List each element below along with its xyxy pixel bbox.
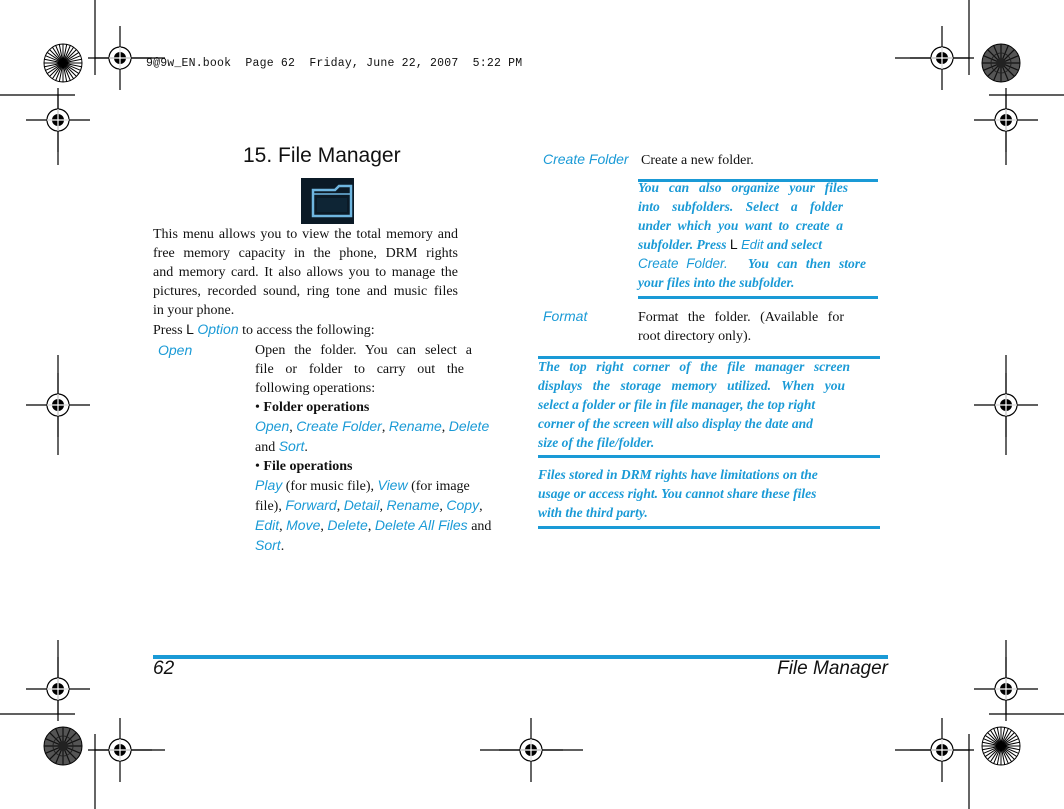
- note-line: usage or access right. You cannot share these files: [538, 486, 817, 501]
- format-desc-line: root directory only).: [638, 329, 752, 344]
- bullet-icon: •: [255, 400, 260, 415]
- op-edit: Edit: [255, 517, 280, 533]
- open-term: Open: [158, 342, 193, 358]
- format-desc-line: Format the folder. (Available for: [638, 310, 844, 325]
- op-sort: Sort: [255, 537, 281, 553]
- op-detail: Detail: [343, 497, 380, 513]
- file-ops-line-4: [255, 536, 503, 556]
- open-desc-line: file or folder to carry out the: [255, 362, 464, 377]
- note-rule: [538, 526, 880, 529]
- op-rename: Rename: [386, 497, 440, 513]
- note-line: Files stored in DRM rights have limitations on the: [538, 467, 818, 482]
- note-rule: [538, 455, 880, 458]
- note-line: size of the file/folder.: [538, 435, 655, 450]
- press-text: Press: [153, 323, 183, 338]
- op-view: View: [377, 477, 408, 493]
- folder-ops-list: [255, 417, 503, 437]
- op-and: and: [255, 440, 276, 455]
- op-sep: ,: [379, 499, 387, 514]
- note-text: You can then store: [747, 256, 866, 271]
- op-sep: ,: [320, 519, 328, 534]
- op-end: .: [280, 539, 285, 554]
- intro-press-line: [153, 320, 458, 340]
- op-sep: ,: [479, 499, 483, 514]
- op-delete: Delete: [327, 517, 368, 533]
- note-line-press: [638, 235, 848, 254]
- folder-ops-title: Folder operations: [263, 400, 370, 415]
- intro-line: and memory card. It also allows you to manage the: [153, 265, 458, 280]
- left-softkey-icon: L: [186, 321, 194, 337]
- op-sep: ,: [289, 420, 297, 435]
- file-ops-line-3: [255, 516, 503, 536]
- op-open: Open: [255, 418, 290, 434]
- press-suffix: to access the following:: [242, 323, 375, 338]
- note-rule-bottom: [638, 296, 878, 299]
- edit-term: Edit: [741, 237, 764, 252]
- op-create-folder: Create Folder: [296, 418, 382, 434]
- create-folder-term: Create Folder: [543, 151, 629, 167]
- op-delete-all-files: Delete All Files: [374, 517, 468, 533]
- create-folder-description: Create a new folder.: [641, 153, 754, 168]
- op-rename: Rename: [388, 418, 442, 434]
- footer-section-title: File Manager: [777, 658, 888, 679]
- create-folder-term-inline: Create Folder.: [638, 256, 728, 271]
- op-sep: ,: [279, 519, 287, 534]
- page-number: 62: [153, 658, 175, 679]
- note-line: displays the storage memory utilized. When you: [538, 378, 845, 393]
- note-line: your files into the subfolder.: [638, 275, 795, 290]
- file-ops-line-1: [255, 476, 503, 496]
- intro-line: free memory capacity in the phone, DRM rights: [153, 246, 458, 261]
- intro-line: in your phone.: [153, 303, 235, 318]
- note-line: into subfolders. Select a folder: [638, 199, 843, 214]
- corner-note: [538, 357, 850, 452]
- op-end: .: [304, 440, 308, 455]
- note-line: select a folder or file in file manager, the top right: [538, 397, 816, 412]
- op-forward: Forward: [285, 497, 337, 513]
- op-sep: ,: [439, 499, 447, 514]
- op-play: Play: [255, 477, 283, 493]
- page-title: 15. File Manager: [243, 144, 401, 167]
- subfolder-note: [638, 178, 866, 292]
- print-info-header: 9@9w_EN.book Page 62 Friday, June 22, 2007 5:22 PM: [146, 57, 523, 70]
- file-ops-title: File operations: [263, 459, 353, 474]
- option-term: Option: [197, 321, 239, 337]
- drm-note: [538, 465, 858, 522]
- op-sep: ,: [367, 519, 375, 534]
- op-note: (for music file),: [285, 479, 374, 494]
- op-and: and: [471, 519, 492, 534]
- op-sep: ,: [441, 420, 449, 435]
- note-text: and select: [766, 237, 822, 252]
- op-sort: Sort: [278, 438, 305, 454]
- open-description: [255, 341, 503, 556]
- folder-icon: [301, 178, 354, 224]
- file-ops-heading: [255, 457, 503, 476]
- note-line-create: [638, 254, 866, 273]
- intro-line: pictures, recorded sound, ring tone and music files: [153, 284, 458, 299]
- note-line: under which you want to create a: [638, 218, 843, 233]
- note-line: corner of the screen will also display the date and: [538, 416, 813, 431]
- op-copy: Copy: [446, 497, 480, 513]
- open-desc-line: following operations:: [255, 381, 376, 396]
- left-softkey-icon: L: [729, 236, 738, 252]
- op-sep: ,: [336, 499, 344, 514]
- folder-ops-heading: [255, 398, 503, 417]
- file-ops-line-2: [255, 496, 503, 516]
- op-note: file),: [255, 499, 282, 514]
- op-note: (for image: [411, 479, 470, 494]
- bullet-icon: •: [255, 459, 260, 474]
- open-desc-line: Open the folder. You can select a: [255, 343, 472, 358]
- intro-paragraph: [153, 225, 458, 340]
- op-sep: ,: [381, 420, 389, 435]
- intro-line: This menu allows you to view the total memory and: [153, 227, 458, 242]
- note-line: with the third party.: [538, 505, 648, 520]
- op-delete: Delete: [448, 418, 490, 434]
- op-move: Move: [286, 517, 321, 533]
- format-description: [638, 308, 848, 346]
- folder-ops-list-end: [255, 437, 503, 457]
- format-term: Format: [543, 308, 588, 324]
- note-line: The top right corner of the file manager screen: [538, 359, 850, 374]
- note-line: You can also organize your files: [638, 180, 848, 195]
- note-text: subfolder. Press: [638, 237, 727, 252]
